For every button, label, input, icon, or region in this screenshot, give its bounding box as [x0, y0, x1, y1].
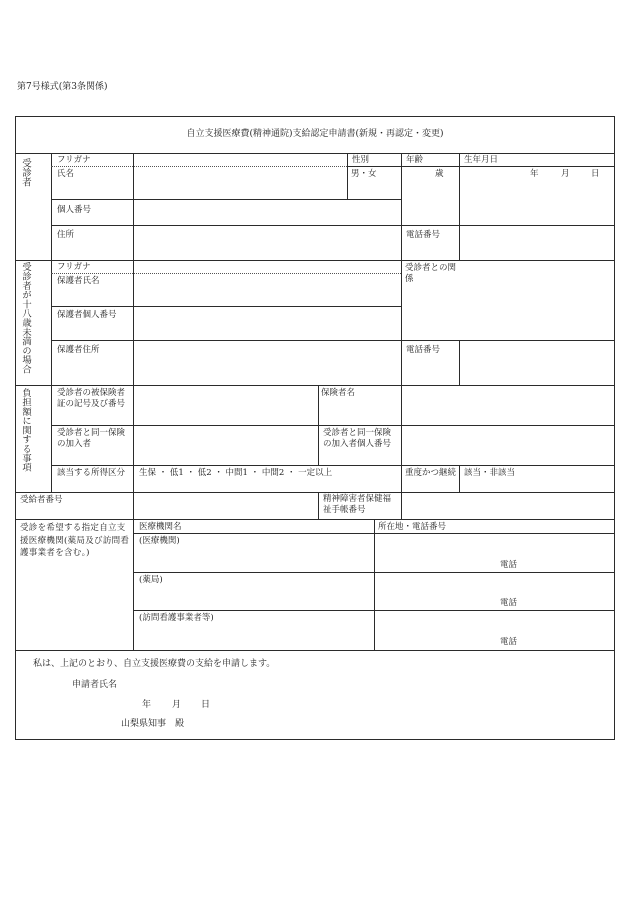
guardian-section-label: 受診者が十八歳未満の場合	[20, 262, 31, 374]
date-month-unit: 月	[172, 700, 182, 710]
patient-age-field[interactable]	[402, 167, 458, 259]
pharmacy-label: (薬局)	[139, 575, 163, 585]
severe-label: 重度かつ継続	[405, 468, 457, 478]
pharmacy-name-field[interactable]	[134, 585, 373, 609]
title-divider	[15, 153, 615, 154]
patient-birth-month-unit: 月	[561, 169, 570, 179]
institutions-divider	[15, 650, 615, 651]
patient-name-label: 氏名	[57, 169, 75, 179]
guardian-phone-label: 電話番号	[406, 345, 441, 355]
sex-column-line	[347, 153, 348, 199]
patient-sex-options[interactable]: 男・女	[351, 169, 377, 179]
guardian-relation-label: 受診者との関係	[405, 263, 457, 284]
mental-handbook-field[interactable]	[402, 493, 614, 518]
applicant-name-label: 申請者氏名	[72, 680, 118, 690]
income-class-label: 該当する所得区分	[57, 468, 126, 478]
institution-address-header: 所在地・電話番号	[378, 522, 447, 532]
same-insurance-row-divider	[51, 465, 615, 466]
guardian-address-label: 保護者住所	[57, 345, 100, 355]
hospital-address-field[interactable]	[375, 534, 614, 560]
hospital-name-field[interactable]	[134, 546, 373, 571]
same-insurance-number-field[interactable]	[402, 426, 614, 464]
patient-birth-day-unit: 日	[591, 169, 600, 179]
patient-sex-label: 性別	[352, 155, 370, 165]
recipient-number-field[interactable]	[134, 493, 317, 518]
mental-handbook-label: 精神障害者保健福祉手帳番号	[323, 494, 392, 515]
hospital-label: (医療機関)	[139, 536, 180, 546]
section-column-line	[51, 153, 52, 492]
guardian-name-field[interactable]	[134, 274, 400, 305]
patient-address-field[interactable]	[134, 226, 400, 259]
insurance-card-label: 受診者の被保険者証の記号及び番号	[57, 388, 126, 409]
burden-section-label: 負担額に関する事項	[20, 388, 31, 472]
recipient-number-label: 受給者番号	[20, 495, 63, 505]
pharmacy-phone-label: 電話	[500, 598, 518, 608]
patient-personal-number-label: 個人番号	[57, 205, 92, 215]
patient-section-label: 受診者	[20, 158, 31, 187]
patient-birthdate-label: 生年月日	[464, 155, 499, 165]
same-insurance-number-label: 受診者と同一保険の加入者個人番号	[323, 428, 392, 449]
handbook-column-line	[318, 492, 319, 519]
patient-phone-field[interactable]	[460, 226, 614, 259]
patient-personal-number-field[interactable]	[134, 200, 400, 224]
declaration-statement: 私は、上記のとおり、自立支援医療費の支給を申請します。	[33, 659, 276, 669]
guardian-relation-field[interactable]	[460, 261, 614, 339]
recipient-divider	[15, 519, 615, 520]
income-class-options[interactable]: 生保 ・ 低1 ・ 低2 ・ 中間1 ・ 中間2 ・ 一定以上	[139, 468, 333, 478]
institution-name-header: 医療機関名	[139, 522, 182, 532]
patient-age-unit: 歳	[435, 169, 444, 179]
applicant-name-field[interactable]	[130, 676, 430, 692]
same-insurance-label: 受診者と同一保険の加入者	[57, 428, 126, 449]
pharmacy-address-field[interactable]	[375, 573, 614, 597]
guardian-address-field[interactable]	[134, 341, 400, 384]
guardian-name-label: 保護者氏名	[57, 276, 100, 286]
nursing-label: (訪問看護事業者等)	[139, 613, 214, 623]
guardian-relation-column	[401, 260, 402, 385]
severe-options[interactable]: 該当・非該当	[464, 468, 516, 478]
patient-phone-label: 電話番号	[406, 230, 441, 240]
patient-furigana-label: フリガナ	[57, 155, 91, 165]
guardian-phone-field[interactable]	[460, 341, 614, 384]
addressee: 山梨県知事 殿	[121, 719, 185, 729]
header-row-divider	[347, 166, 615, 167]
date-year-unit: 年	[142, 700, 152, 710]
patient-address-label: 住所	[57, 230, 75, 240]
patient-birth-year-unit: 年	[530, 169, 539, 179]
same-insurance-field[interactable]	[134, 426, 317, 464]
form-number: 第7号様式(第3条関係)	[17, 82, 108, 92]
institutions-section-label: 受診を希望する指定自立支援医療機関(薬局及び訪問看護事業者を含む。)	[20, 523, 130, 558]
insurance-card-field[interactable]	[134, 386, 317, 424]
hospital-phone-label: 電話	[500, 560, 518, 570]
guardian-furigana-label: フリガナ	[57, 262, 91, 272]
insurer-label: 保険者名	[321, 388, 356, 398]
nursing-name-field[interactable]	[134, 623, 373, 649]
patient-name-field[interactable]	[134, 167, 346, 198]
patient-age-label: 年齢	[406, 155, 424, 165]
insurer-column-line	[318, 385, 319, 465]
severe-column-line	[459, 465, 460, 492]
guardian-personal-number-field[interactable]	[134, 307, 400, 339]
insurer-field[interactable]	[402, 386, 614, 424]
nursing-address-field[interactable]	[375, 611, 614, 636]
nursing-phone-label: 電話	[500, 637, 518, 647]
form-title: 自立支援医療費(精神通院)支給認定申請書(新規・再認定・変更)	[186, 129, 444, 139]
guardian-personal-number-label: 保護者個人番号	[57, 310, 117, 320]
date-day-unit: 日	[201, 700, 211, 710]
